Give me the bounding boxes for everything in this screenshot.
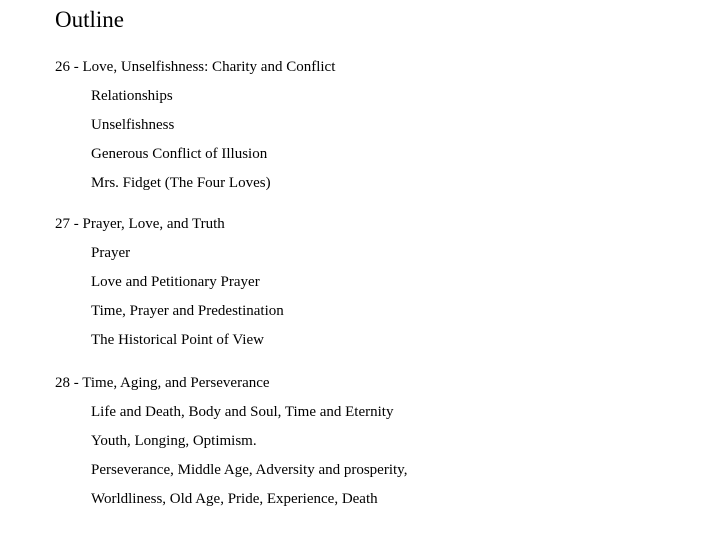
list-item: Prayer xyxy=(91,245,131,261)
list-item: Worldliness, Old Age, Pride, Experience, Death xyxy=(91,491,378,507)
list-item: Unselfishness xyxy=(91,117,175,133)
section-heading: 27 - Prayer, Love, and Truth xyxy=(55,216,225,232)
section-heading: 28 - Time, Aging, and Perseverance xyxy=(55,375,270,391)
section-heading: 26 - Love, Unselfishness: Charity and Conflict xyxy=(55,59,336,75)
list-item: Youth, Longing, Optimism. xyxy=(91,433,257,449)
list-item: Generous Conflict of Illusion xyxy=(91,146,268,162)
list-item: Mrs. Fidget (The Four Loves) xyxy=(91,175,271,191)
section-item-list xyxy=(55,244,695,349)
list-item: Perseverance, Middle Age, Adversity and prosperity, xyxy=(91,462,408,478)
list-item: Love and Petitionary Prayer xyxy=(91,274,260,290)
outline-section-26 xyxy=(55,58,695,192)
section-item-list xyxy=(55,403,695,508)
list-item: Relationships xyxy=(91,88,173,104)
outline-section-27 xyxy=(55,215,695,349)
list-item: Life and Death, Body and Soul, Time and Eternity xyxy=(91,404,394,420)
outline-section-28 xyxy=(55,374,695,508)
list-item: Time, Prayer and Predestination xyxy=(91,303,284,319)
page-title: Outline xyxy=(55,7,124,32)
list-item: The Historical Point of View xyxy=(91,332,264,348)
section-item-list xyxy=(55,87,695,192)
